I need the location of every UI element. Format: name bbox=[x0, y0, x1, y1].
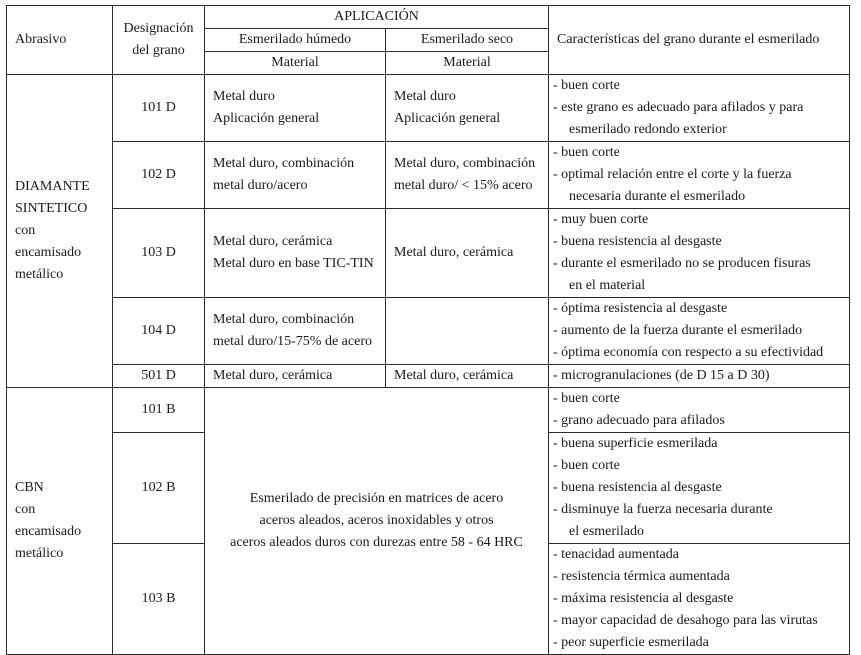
caracteristica-line: - buen corte bbox=[553, 78, 620, 93]
caracteristica-line: - microgranulaciones (de D 15 a D 30) bbox=[553, 368, 770, 383]
caracteristica-line: - buena superficie esmerilada bbox=[553, 436, 718, 451]
caracteristicas-cell bbox=[549, 365, 850, 388]
humedo-cell bbox=[205, 209, 386, 298]
caracteristica-line: - muy buen corte bbox=[553, 212, 649, 227]
caracteristica-line: - optimal relación entre el corte y la fuerza bbox=[553, 167, 792, 182]
humedo-line: Metal duro, combinación bbox=[213, 156, 355, 171]
caracteristica-line: - buena resistencia al desgaste bbox=[553, 480, 722, 495]
abrasivo-line: encamisado bbox=[15, 524, 82, 539]
caracteristicas-cell bbox=[549, 142, 850, 209]
abrasivo-line: SINTETICO bbox=[15, 201, 88, 216]
abrasivo-cell bbox=[7, 75, 113, 388]
caracteristicas-cell bbox=[549, 388, 850, 433]
caracteristica-line: - buen corte bbox=[553, 391, 620, 406]
caracteristica-line: - peor superficie esmerilada bbox=[553, 635, 709, 650]
grano-cell: 102 D bbox=[113, 142, 205, 209]
abrasivo-line: DIAMANTE bbox=[15, 179, 90, 194]
grano-cell: 103 B bbox=[113, 544, 205, 655]
caracteristicas-cell bbox=[549, 298, 850, 365]
abrasivo-line: metálico bbox=[15, 267, 64, 282]
humedo-line: metal duro/15-75% de acero bbox=[213, 334, 372, 349]
caracteristica-line: - buena resistencia al desgaste bbox=[553, 234, 722, 249]
caracteristicas-cell bbox=[549, 75, 850, 142]
seco-line: Metal duro, cerámica bbox=[394, 245, 514, 260]
caracteristica-line: - óptima economía con respecto a su efectividad bbox=[553, 345, 824, 360]
caracteristica-line: - este grano es adecuado para afilados y para bbox=[553, 100, 804, 115]
caracteristica-line: - grano adecuado para afilados bbox=[553, 413, 725, 428]
abrasivo-cell bbox=[7, 388, 113, 655]
caracteristica-line: en el material bbox=[569, 278, 646, 293]
humedo-cell bbox=[205, 365, 386, 388]
caracteristica-line: - mayor capacidad de desahogo para las virutas bbox=[553, 613, 818, 628]
seco-cell bbox=[386, 75, 549, 142]
grano-cell: 103 D bbox=[113, 209, 205, 298]
header-abrasivo: Abrasivo bbox=[7, 6, 113, 75]
table-row bbox=[7, 388, 850, 433]
humedo-line: Metal duro, combinación bbox=[213, 312, 355, 327]
table-row bbox=[7, 75, 850, 142]
caracteristica-line: - disminuye la fuerza necesaria durante bbox=[553, 502, 773, 517]
humedo-line: metal duro/acero bbox=[213, 178, 308, 193]
header-designacion bbox=[113, 6, 205, 75]
humedo-line: Metal duro, cerámica bbox=[213, 368, 333, 383]
humedo-line: Metal duro en base TIC-TIN bbox=[213, 256, 374, 271]
caracteristica-line: - óptima resistencia al desgaste bbox=[553, 301, 728, 316]
abrasivo-line: con bbox=[15, 223, 36, 238]
caracteristicas-cell bbox=[549, 433, 850, 544]
caracteristica-line: - aumento de la fuerza durante el esmerilado bbox=[553, 323, 803, 338]
grano-cell: 501 D bbox=[113, 365, 205, 388]
seco-line: Aplicación general bbox=[394, 111, 501, 126]
caracteristica-line: - durante el esmerilado no se producen fisuras bbox=[553, 256, 811, 271]
seco-line: Metal duro bbox=[394, 89, 456, 104]
caracteristica-line: - resistencia térmica aumentada bbox=[553, 569, 730, 584]
seco-cell bbox=[386, 365, 549, 388]
caracteristica-line: - buen corte bbox=[553, 458, 620, 473]
caracteristica-line: - máxima resistencia al desgaste bbox=[553, 591, 734, 606]
abrasive-grain-table bbox=[6, 5, 850, 655]
header-aplicacion: APLICACIÓN bbox=[205, 6, 549, 29]
seco-cell bbox=[386, 209, 549, 298]
seco-cell bbox=[386, 142, 549, 209]
humedo-line: Aplicación general bbox=[213, 111, 320, 126]
abrasivo-line: con bbox=[15, 502, 36, 517]
grano-cell: 102 B bbox=[113, 433, 205, 544]
table-row bbox=[7, 209, 850, 298]
abrasivo-line: CBN bbox=[15, 480, 44, 495]
abrasivo-line: metálico bbox=[15, 546, 64, 561]
seco-cell bbox=[386, 298, 549, 365]
humedo-cell bbox=[205, 142, 386, 209]
caracteristica-line: - tenacidad aumentada bbox=[553, 547, 679, 562]
table-row bbox=[7, 142, 850, 209]
header-material-seco: Material bbox=[386, 52, 549, 75]
header-humedo: Esmerilado húmedo bbox=[205, 29, 386, 52]
header-designacion-line-1: Designación bbox=[123, 21, 194, 36]
humedo-cell bbox=[205, 298, 386, 365]
caracteristica-line: necesaria durante el esmerilado bbox=[569, 189, 746, 204]
humedo-line: Metal duro, cerámica bbox=[213, 234, 333, 249]
seco-line: Metal duro, combinación bbox=[394, 156, 536, 171]
caracteristicas-cell bbox=[549, 209, 850, 298]
table-row bbox=[7, 298, 850, 365]
grano-cell: 104 D bbox=[113, 298, 205, 365]
aplicacion-cell bbox=[205, 388, 549, 655]
table-body bbox=[7, 75, 850, 655]
header-caracteristicas: Características del grano durante el esmerilado bbox=[549, 6, 850, 75]
grano-cell: 101 D bbox=[113, 75, 205, 142]
table-row bbox=[7, 365, 850, 388]
seco-line: metal duro/ < 15% acero bbox=[394, 178, 533, 193]
caracteristica-line: - buen corte bbox=[553, 145, 620, 160]
abrasive-table-page bbox=[6, 5, 850, 655]
header-material-humedo: Material bbox=[205, 52, 386, 75]
seco-line: Metal duro, cerámica bbox=[394, 368, 514, 383]
caracteristica-line: el esmerilado bbox=[569, 524, 645, 539]
caracteristicas-cell bbox=[549, 544, 850, 655]
header-designacion-line-2: del grano bbox=[132, 43, 185, 58]
grano-cell: 101 B bbox=[113, 388, 205, 433]
humedo-line: Metal duro bbox=[213, 89, 275, 104]
aplicacion-line: aceros aleados, aceros inoxidables y otros bbox=[259, 513, 494, 528]
aplicacion-line: aceros aleados duros con durezas entre 58 - 64 HRC bbox=[230, 535, 523, 550]
abrasivo-line: encamisado bbox=[15, 245, 82, 260]
aplicacion-line: Esmerilado de precisión en matrices de acero bbox=[249, 491, 504, 506]
humedo-cell bbox=[205, 75, 386, 142]
header-seco: Esmerilado seco bbox=[386, 29, 549, 52]
caracteristica-line: esmerilado redondo exterior bbox=[569, 122, 727, 137]
